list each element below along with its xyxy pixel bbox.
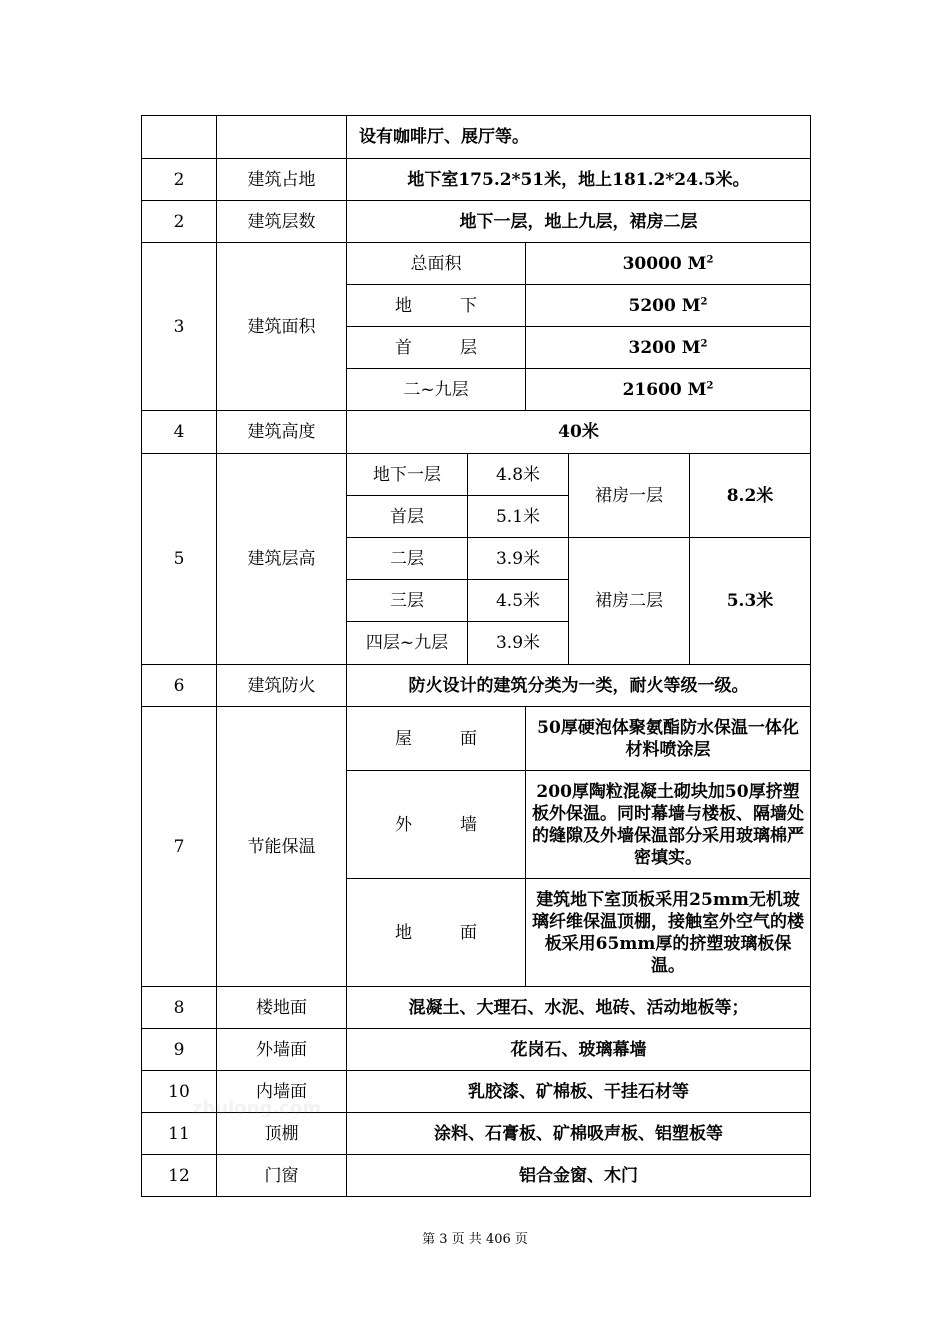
value-cell: 铝合金窗、木门 [347,1155,811,1197]
page-footer: 第 3 页 共 406 页 [422,1232,528,1247]
value-cell: 花岗石、玻璃幕墙 [347,1029,811,1071]
storey-value-cell: 3.9米 [468,622,569,665]
value-cell: 乳胶漆、矿棉板、干挂石材等 [347,1071,811,1113]
podium-name-cell: 裙房一层 [569,454,690,538]
label-cell: 建筑占地 [217,159,347,201]
num-cell: 2 [142,201,217,243]
storey-name-cell: 二层 [347,538,468,580]
value-cell: 地下室175.2*51米，地上181.2*24.5米。 [347,159,811,201]
num-cell: 11 [142,1113,217,1155]
label-cell: 门窗 [217,1155,347,1197]
area-name-cell: 二~九层 [347,369,526,411]
watermark: zhulong.com [192,1098,321,1119]
table-row [142,201,811,243]
podium-name-cell: 裙房二层 [569,538,690,665]
num-cell: 4 [142,411,217,454]
storey-name-cell: 首层 [347,496,468,538]
podium-value-cell: 8.2米 [690,454,811,538]
label-cell: 内墙面 [217,1071,347,1113]
num-cell: 7 [142,707,217,987]
num-cell: 6 [142,665,217,707]
num-cell: 5 [142,454,217,665]
area-value-cell: 5200 $M^2$ [526,285,811,327]
storey-name-cell: 地下一层 [347,454,468,496]
area-value-cell: 30000 $M^2$ [526,243,811,285]
storey-value-cell: 5.1米 [468,496,569,538]
label-cell [217,116,347,159]
area-name-cell: 地 下 [347,285,526,327]
table-row [142,454,811,496]
table-row [142,243,811,285]
num-cell: 10 [142,1071,217,1113]
label-cell: 建筑防火 [217,665,347,707]
table-row [142,116,811,159]
num-cell: 8 [142,987,217,1029]
area-value-cell: 3200 $M^2$ [526,327,811,369]
value-cell: 设有咖啡厅、展厅等。 [347,116,811,159]
num-cell: 3 [142,243,217,411]
storey-value-cell: 4.5米 [468,580,569,622]
label-cell: 外墙面 [217,1029,347,1071]
label-cell: 建筑面积 [217,243,347,411]
table-row [142,707,811,771]
label-cell: 建筑层数 [217,201,347,243]
energy-desc-cell: 建筑地下室顶板采用25mm无机玻璃纤维保温顶棚，接触室外空气的楼板采用65mm厚的挤塑玻璃板保温。 [526,879,811,987]
value-cell: 40米 [347,411,811,454]
area-value-cell: 21600 $M^2$ [526,369,811,411]
energy-desc-cell: 50厚硬泡体聚氨酯防水保温一体化材料喷涂层 [526,707,811,771]
label-cell: 建筑层高 [217,454,347,665]
label-cell: 建筑高度 [217,411,347,454]
table-row [142,665,811,707]
num-cell: 2 [142,159,217,201]
storey-value-cell: 3.9米 [468,538,569,580]
table-row [142,1029,811,1071]
value-cell: 地下一层，地上九层，裙房二层 [347,201,811,243]
table-row [142,987,811,1029]
label-cell: 顶棚 [217,1113,347,1155]
energy-desc-cell: 200厚陶粒混凝土砌块加50厚挤塑板外保温。同时幕墙与楼板、隔墙处的缝隙及外墙保温部分采用玻璃棉严密填实。 [526,771,811,879]
energy-part-cell: 外 墙 [347,771,526,879]
table-row [142,1155,811,1197]
value-cell: 防火设计的建筑分类为一类，耐火等级一级。 [347,665,811,707]
building-spec-table [141,115,811,1197]
label-cell: 节能保温 [217,707,347,987]
area-name-cell: 总面积 [347,243,526,285]
storey-value-cell: 4.8米 [468,454,569,496]
num-cell [142,116,217,159]
num-cell: 9 [142,1029,217,1071]
energy-part-cell: 地 面 [347,879,526,987]
num-cell: 12 [142,1155,217,1197]
table-row [142,159,811,201]
label-cell: 楼地面 [217,987,347,1029]
value-cell: 混凝土、大理石、水泥、地砖、活动地板等； [347,987,811,1029]
table-row [142,411,811,454]
storey-name-cell: 三层 [347,580,468,622]
storey-name-cell: 四层~九层 [347,622,468,665]
energy-part-cell: 屋 面 [347,707,526,771]
podium-value-cell: 5.3米 [690,538,811,665]
area-name-cell: 首 层 [347,327,526,369]
value-cell: 涂料、石膏板、矿棉吸声板、铝塑板等 [347,1113,811,1155]
